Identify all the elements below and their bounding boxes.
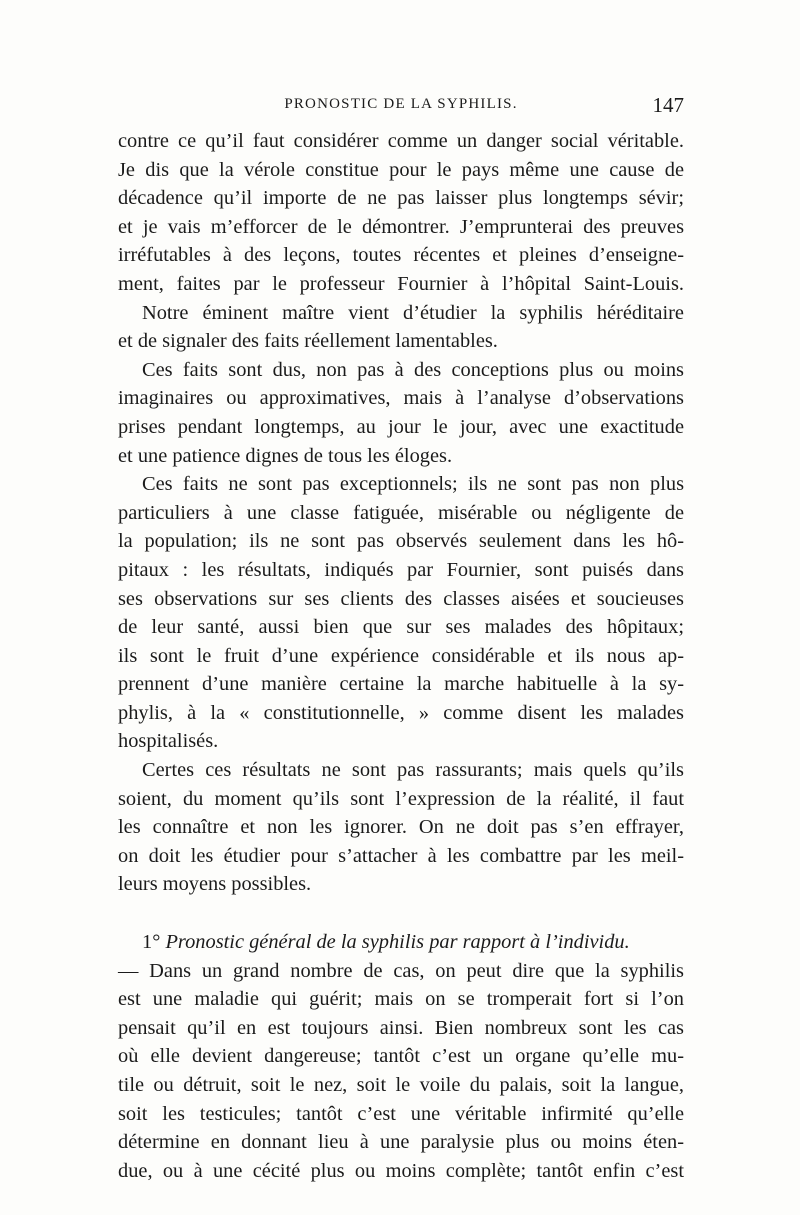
page-number: 147: [652, 93, 684, 117]
text-line: ment, faites par le professeur Fournier à l’hôpital Saint-Louis.: [118, 272, 684, 295]
body-text: [118, 127, 684, 1185]
text-line: tile ou détruit, soit le nez, soit le voile du palais, soit la langue,: [118, 1074, 684, 1096]
text-line: — Dans un grand nombre de cas, on peut dire que la syphilis: [118, 959, 684, 982]
text-line: la population; ils ne sont pas observés seulement dans les hô-: [118, 530, 684, 553]
text-line: décadence qu’il importe de ne pas laisser plus longtemps sévir;: [118, 187, 684, 210]
text-line: phylis, à la « constitutionnelle, » comme disent les malades: [118, 701, 684, 724]
text-line: Ces faits ne sont pas exceptionnels; ils ne sont pas non plus: [142, 473, 684, 496]
text-line: Certes ces résultats ne sont pas rassurants; mais quels qu’ils: [142, 759, 684, 782]
text-line: ils sont le fruit d’une expérience considérable et ils nous ap-: [118, 644, 684, 667]
text-line: Je dis que la vérole constitue pour le pays même une cause de: [118, 158, 684, 181]
text-line: due, ou à une cécité plus ou moins complète; tantôt enfin c’est: [118, 1159, 684, 1182]
text-line: Notre éminent maître vient d’étudier la syphilis héréditaire: [142, 301, 684, 324]
text-line: Ces faits sont dus, non pas à des conceptions plus ou moins: [142, 358, 684, 381]
text-line: pitaux : les résultats, indiqués par Fournier, sont puisés dans: [118, 558, 684, 581]
text-line: irréfutables à des leçons, toutes récentes et pleines d’enseigne-: [118, 244, 684, 267]
text-line: leurs moyens possibles.: [118, 873, 312, 896]
text-line: on doit les étudier pour s’attacher à les combattre par les meil-: [118, 844, 684, 867]
text-line: est une maladie qui guérit; mais on se tromperait fort si l’on: [118, 988, 684, 1011]
text-line: prises pendant longtemps, au jour le jour, avec une exactitude: [118, 415, 684, 438]
text-line: détermine en donnant lieu à une paralysie plus ou moins éten-: [118, 1131, 684, 1154]
section-title: Pronostic général de la syphilis par rapport à l’individu.: [165, 931, 630, 954]
text-line: et je vais m’efforcer de le démontrer. J’emprunterai des preuves: [118, 215, 684, 238]
text-line: ses observations sur ses clients des classes aisées et soucieuses: [118, 587, 684, 610]
running-head: [118, 93, 684, 122]
text-line: de leur santé, aussi bien que sur ses malades des hôpitaux;: [118, 616, 684, 639]
text-line: soient, du moment qu’ils sont l’expression de la réalité, il faut: [118, 787, 684, 810]
text-line: particuliers à une classe fatiguée, misérable ou négligente de: [118, 501, 684, 524]
text-line: et une patience dignes de tous les éloges.: [118, 444, 453, 467]
text-line: soit les testicules; tantôt c’est une véritable infirmité qu’elle: [118, 1102, 684, 1125]
running-title: PRONOSTIC DE LA SYPHILIS.: [284, 96, 518, 112]
text-line: hospitalisés.: [118, 730, 219, 753]
section-heading: [118, 928, 684, 957]
text-line: prennent d’une manière certaine la marche habituelle à la sy-: [118, 673, 684, 696]
text-line: les connaître et non les ignorer. On ne doit pas s’en effrayer,: [118, 816, 684, 839]
text-line: et de signaler des faits réellement lamentables.: [118, 330, 498, 353]
text-line: imaginaires ou approximatives, mais à l’analyse d’observations: [118, 387, 684, 410]
text-line: contre ce qu’il faut considérer comme un danger social véritable.: [118, 130, 684, 152]
section-number: 1°: [142, 931, 161, 954]
text-line: où elle devient dangereuse; tantôt c’est un organe qu’elle mu-: [118, 1045, 684, 1068]
text-line: pensait qu’il en est toujours ainsi. Bien nombreux sont les cas: [118, 1016, 684, 1039]
section-spacer: [118, 899, 684, 928]
